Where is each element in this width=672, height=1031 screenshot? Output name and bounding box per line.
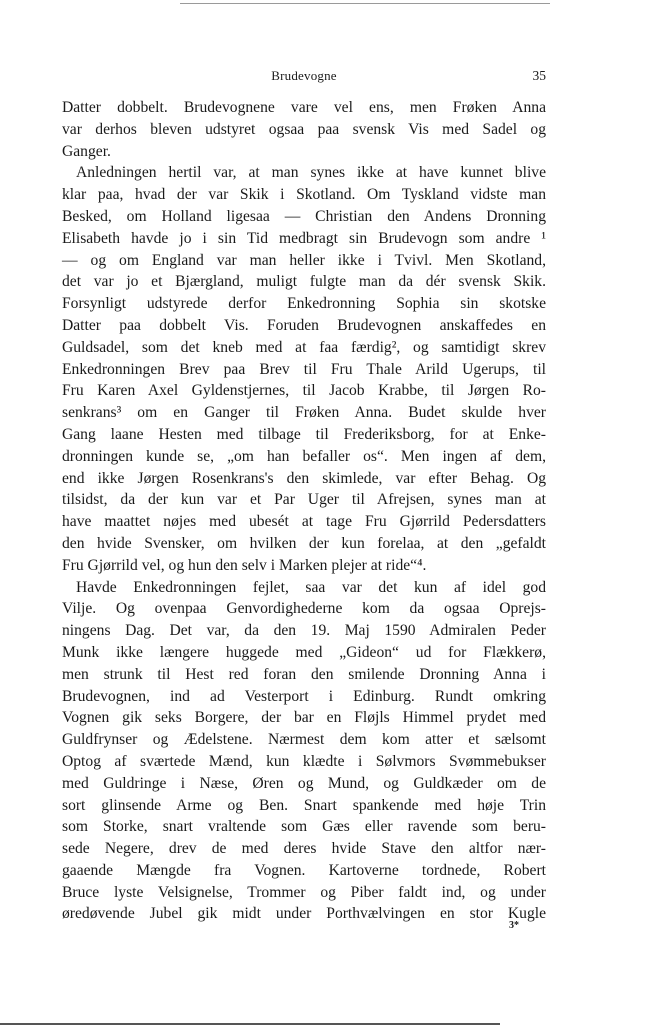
text-line: Munk ikke længere huggede med „Gideon“ ud for Flækkerø, bbox=[62, 643, 546, 661]
text-line: Guldsadel, som det kneb med at faa færdig², og samtidigt skrev bbox=[62, 338, 546, 356]
printer-signature: 3* bbox=[509, 920, 519, 931]
text-line: Brudevognen, ind ad Vesterport i Edinburg. Rundt omkring bbox=[62, 687, 546, 705]
text-line: Forsynligt udstyrede derfor Enkedronning Sophia sin skotske bbox=[62, 295, 546, 313]
body-text bbox=[62, 97, 546, 925]
text-line: det var jo et Bjærgland, muligt fulgte man da dér svensk Skik. bbox=[62, 273, 546, 291]
text-line: Fru Karen Axel Gyldenstjernes, til Jacob Krabbe, til Jørgen Ro- bbox=[62, 382, 546, 400]
text-line: sede Negere, drev de med deres hvide Stave den altfor nær- bbox=[62, 840, 546, 858]
text-line: ningens Dag. Det var, da den 19. Maj 1590 Admiralen Peder bbox=[62, 622, 546, 640]
text-line: Enkedronningen Brev paa Brev til Fru Thale Arild Ugerups, til bbox=[62, 360, 546, 378]
text-line: Guldfrynser og Ædelstene. Nærmest dem kom atter et sælsomt bbox=[62, 731, 546, 749]
text-line: Havde Enkedronningen fejlet, saa var det kun af idel god bbox=[76, 578, 546, 596]
text-line: klar paa, hvad der var Skik i Skotland. Om Tyskland vidste man bbox=[62, 186, 546, 204]
text-line: senkrans³ om en Ganger til Frøken Anna. Budet skulde hver bbox=[62, 404, 546, 422]
text-line: Datter paa dobbelt Vis. Foruden Brudevognen anskaffedes en bbox=[62, 316, 546, 334]
text-line: sort glinsende Arme og Ben. Snart spankende med høje Trin bbox=[62, 796, 546, 814]
text-line: Ganger. bbox=[62, 142, 111, 160]
text-line: med Guldringe i Næse, Øren og Mund, og Guldkæder om de bbox=[62, 774, 546, 792]
text-line: Elisabeth havde jo i sin Tid medbragt sin Brudevogn som andre ¹ bbox=[62, 229, 546, 247]
text-line: Vilje. Og ovenpaa Genvordighederne kom da ogsaa Oprejs- bbox=[62, 600, 546, 618]
text-line: som Storke, snart vraltende som Gæs eller ravende som beru- bbox=[62, 818, 546, 836]
bottom-rule bbox=[0, 1023, 500, 1025]
page-header bbox=[62, 68, 546, 88]
text-line: end ikke Jørgen Rosenkrans's den skimlede, var efter Behag. Og bbox=[62, 469, 546, 487]
running-title: Brudevogne bbox=[271, 68, 337, 83]
text-line: Bruce lyste Velsignelse, Trommer og Piber faldt ind, og under bbox=[62, 883, 546, 901]
text-line: øredøvende Jubel gik midt under Porthvælvingen en stor Kugle bbox=[62, 905, 546, 923]
text-line: tilsidst, da der kun var et Par Uger til Afrejsen, synes man at bbox=[62, 491, 546, 509]
top-rule bbox=[180, 3, 550, 4]
text-line: Anledningen hertil var, at man synes ikke at have kunnet blive bbox=[76, 164, 546, 182]
text-line: Gang laane Hesten med tilbage til Frederiksborg, for at Enke- bbox=[62, 425, 546, 443]
text-line: have maattet nøjes med ubesét at tage Fru Gjørrild Pedersdatters bbox=[62, 513, 546, 531]
text-line: gaaende Mængde fra Vognen. Kartoverne tordnede, Robert bbox=[62, 861, 546, 879]
text-line: Optog af sværtede Mænd, kun klædte i Sølvmors Svømmebukser bbox=[62, 752, 546, 770]
text-line: men strunk til Hest red foran den smilende Dronning Anna i bbox=[62, 665, 546, 683]
text-line: var derhos bleven udstyret ogsaa paa svensk Vis med Sadel og bbox=[62, 120, 546, 138]
text-line: Besked, om Holland ligesaa — Christian den Andens Dronning bbox=[62, 207, 546, 225]
page-number: 35 bbox=[532, 68, 546, 83]
text-line: dronningen kunde se, „om han befaller os“. Men ingen af dem, bbox=[62, 447, 546, 465]
text-line: den hvide Svensker, om hvilken der kun forelaa, at den „gefaldt bbox=[62, 534, 546, 552]
text-line: — og om England var man heller ikke i Tvivl. Men Skotland, bbox=[62, 251, 546, 269]
text-line: Vognen gik seks Borgere, der bar en Fløjls Himmel prydet med bbox=[62, 709, 546, 727]
text-line: Fru Gjørrild vel, og hun den selv i Marken plejer at ride“⁴. bbox=[62, 556, 427, 574]
text-line: Datter dobbelt. Brudevognene vare vel ens, men Frøken Anna bbox=[62, 99, 546, 116]
